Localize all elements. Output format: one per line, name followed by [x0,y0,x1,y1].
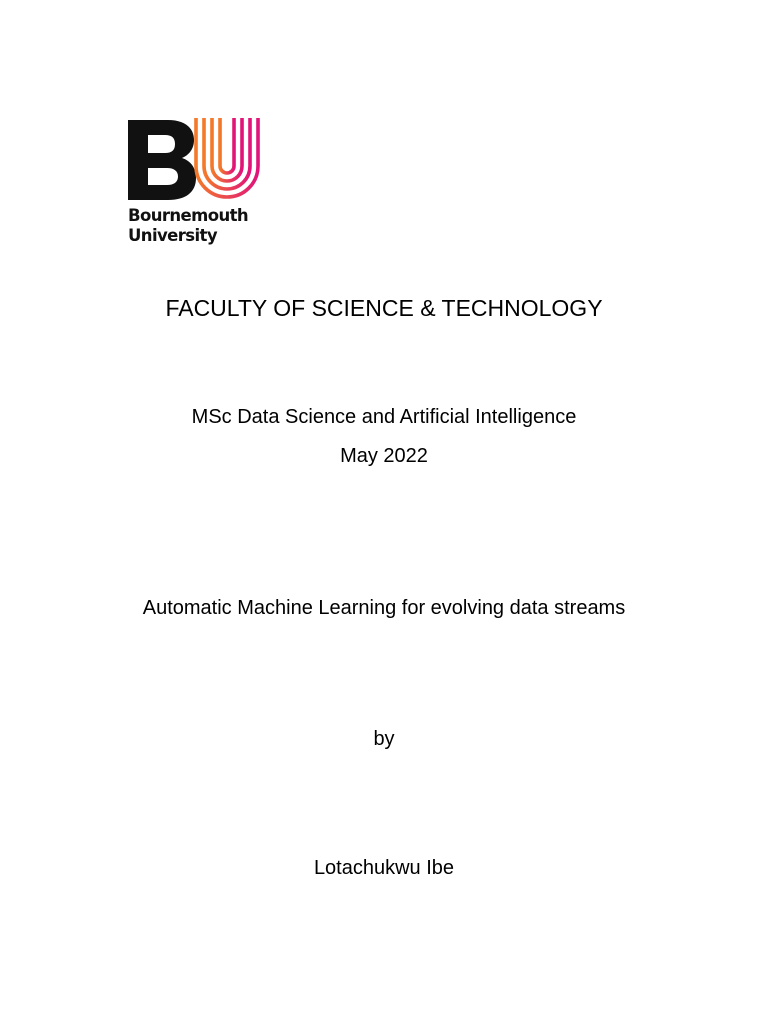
by-label: by [373,728,395,750]
university-logo [128,118,268,248]
author-name: Lotachukwu Ibe [313,857,455,879]
faculty-heading: FACULTY OF SCIENCE & TECHNOLOGY [165,295,603,321]
bu-monogram-icon [128,118,268,206]
logo-wordmark [128,206,248,246]
logo-line-1: Bournemouth [128,206,249,225]
thesis-title: Automatic Machine Learning for evolving data streams [142,597,626,619]
programme-name: MSc Data Science and Artificial Intelligence [191,406,577,428]
logo-line-2: University [128,226,218,245]
submission-date: May 2022 [340,445,428,467]
